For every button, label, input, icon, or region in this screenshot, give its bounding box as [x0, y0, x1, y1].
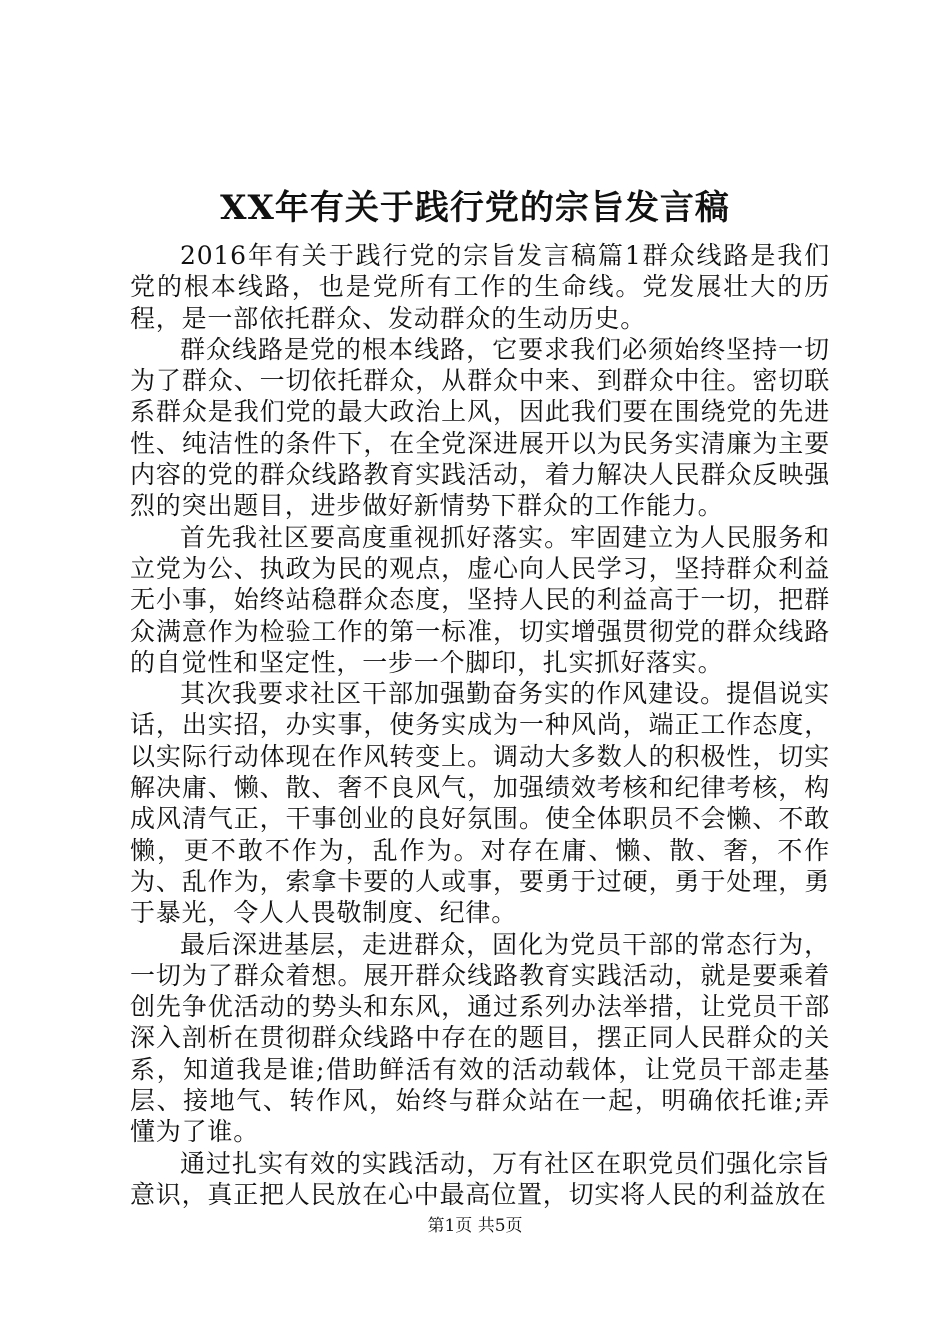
paragraph-4: 其次我要求社区干部加强勤奋务实的作风建设。提倡说实话，出实招，办实事，使务实成为一种风尚，端正工作态度，以实际行动体现在作风转变上。调动大多数人的积极性，切实解决庸、懒、散、奢不良风气，加强绩效考核和纪律考核，构成风清气正，干事创业的良好氛围。使全体职员不会懒、不敢懒，更不敢不作为，乱作为。对存在庸、懒、散、奢，不作为、乱作为，索拿卡要的人或事，要勇于过硬，勇于处理，勇于暴光，令人人畏敬制度、纪律。 — [130, 679, 830, 928]
paragraph-5: 最后深进基层，走进群众，固化为党员干部的常态行为，一切为了群众着想。展开群众线路教育实践活动，就是要乘着创先争优活动的势头和东风，通过系列办法举措，让党员干部深入剖析在贯彻群众线路中存在的题目，摆正同人民群众的关系，知道我是谁;借助鲜活有效的活动载体，让党员干部走基层、接地气、转作风，始终与群众站在一起，明确依托谁;弄懂为了谁。 — [130, 929, 830, 1147]
paragraph-2: 群众线路是党的根本线路，它要求我们必须始终坚持一切为了群众、一切依托群众，从群众中来、到群众中往。密切联系群众是我们党的最大政治上风，因此我们要在围绕党的先进性、纯洁性的条件下，在全党深进展开以为民务实清廉为主要内容的党的群众线路教育实践活动，着力解决人民群众反映强烈的突出题目，进步做好新情势下群众的工作能力。 — [130, 334, 830, 521]
paragraph-6: 通过扎实有效的实践活动，万有社区在职党员们强化宗旨意识，真正把人民放在心中最高位置，切实将人民的利益放在 — [130, 1148, 830, 1209]
paragraph-3: 首先我社区要高度重视抓好落实。牢固建立为人民服务和立党为公、执政为民的观点，虚心向人民学习，坚持群众利益无小事，始终站稳群众态度，坚持人民的利益高于一切，把群众满意作为检验工作的第一标准，切实增强贯彻党的群众线路的自觉性和坚定性，一步一个脚印，扎实抓好落实。 — [130, 522, 830, 677]
document-body — [130, 240, 830, 1210]
paragraph-1: 2016年有关于践行党的宗旨发言稿篇1群众线路是我们党的根本线路，也是党所有工作的生命线。党发展壮大的历程，是一部依托群众、发动群众的生动历史。 — [130, 241, 830, 333]
page-number-footer: 第1页 共5页 — [427, 1216, 523, 1236]
document-title: XX年有关于践行党的宗旨发言稿 — [220, 188, 730, 228]
